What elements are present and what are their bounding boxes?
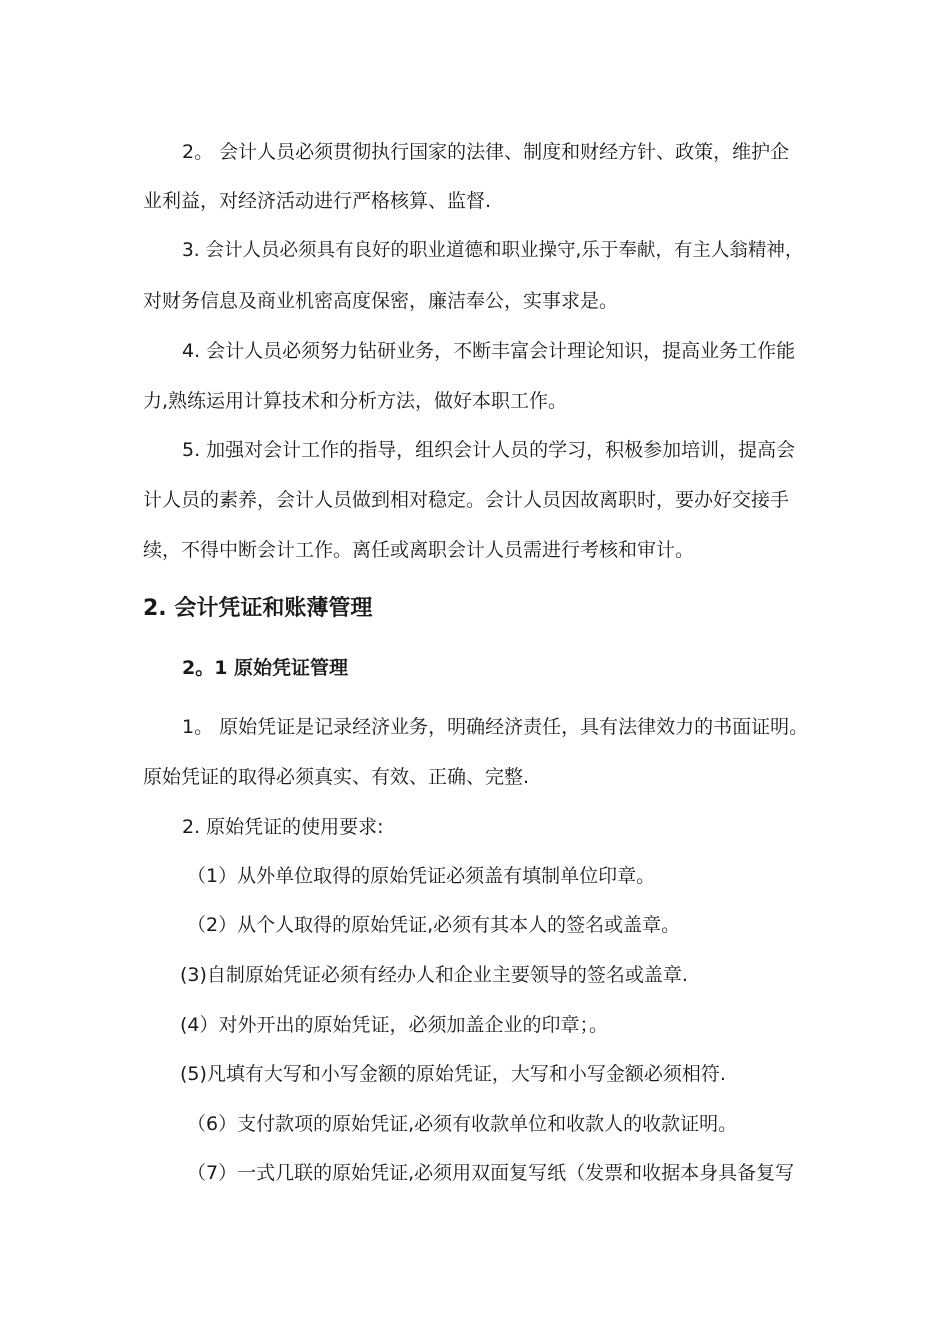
requirement-item: （1）从外单位取得的原始凭证必须盖有填制单位印章。	[187, 865, 656, 887]
voucher-item-1-line-1: 1。 原始凭证是记录经济业务，明确经济责任，具有法律效力的书面证明。	[182, 716, 809, 738]
item-4-line-1: 4. 会计人员必须努力钻研业务，不断丰富会计理论知识，提高业务工作能	[182, 340, 796, 362]
requirement-item: （2）从个人取得的原始凭证,必须有其本人的签名或盖章。	[187, 914, 681, 936]
section-heading: 2. 会计凭证和账薄管理	[143, 596, 373, 621]
item-5-line-2: 计人员的素养，会计人员做到相对稳定。会计人员因故离职时，要办好交接手	[143, 489, 790, 511]
item-5-line-3: 续，不得中断会计工作。离任或离职会计人员需进行考核和审计。	[143, 539, 695, 561]
requirement-item: (5)凡填有大写和小写金额的原始凭证，大写和小写金额必须相符.	[180, 1063, 726, 1085]
voucher-item-1-line-2: 原始凭证的取得必须真实、有效、正确、完整.	[143, 766, 530, 788]
item-4-line-2: 力,熟练运用计算技术和分析方法，做好本职工作。	[143, 390, 568, 412]
item-3-line-1: 3. 会计人员必须具有良好的职业道德和职业操守,乐于奉献，有主人翁精神，	[182, 240, 804, 261]
requirement-item: (4）对外开出的原始凭证，必须加盖企业的印章；。	[180, 1014, 609, 1036]
item-2-line-2: 业利益，对经济活动进行严格核算、监督.	[143, 190, 492, 212]
voucher-item-2-intro: 2. 原始凭证的使用要求:	[182, 816, 384, 838]
item-2-line-1: 2。 会计人员必须贯彻执行国家的法律、制度和财经方针、政策，维护企	[182, 141, 790, 163]
requirement-item: (3)自制原始凭证必须有经办人和企业主要领导的签名或盖章.	[180, 964, 688, 986]
requirement-item: （7）一式几联的原始凭证,必须用双面复写纸（发票和收据本身具备复写	[187, 1162, 795, 1184]
item-3-line-2: 对财务信息及商业机密高度保密，廉洁奉公，实事求是。	[143, 290, 619, 312]
requirement-item: （6）支付款项的原始凭证,必须有收款单位和收款人的收款证明。	[187, 1113, 738, 1135]
item-5-line-1: 5. 加强对会计工作的指导，组织会计人员的学习，积极参加培训，提高会	[182, 439, 796, 461]
subsection-heading: 2。1 原始凭证管理	[182, 657, 349, 679]
